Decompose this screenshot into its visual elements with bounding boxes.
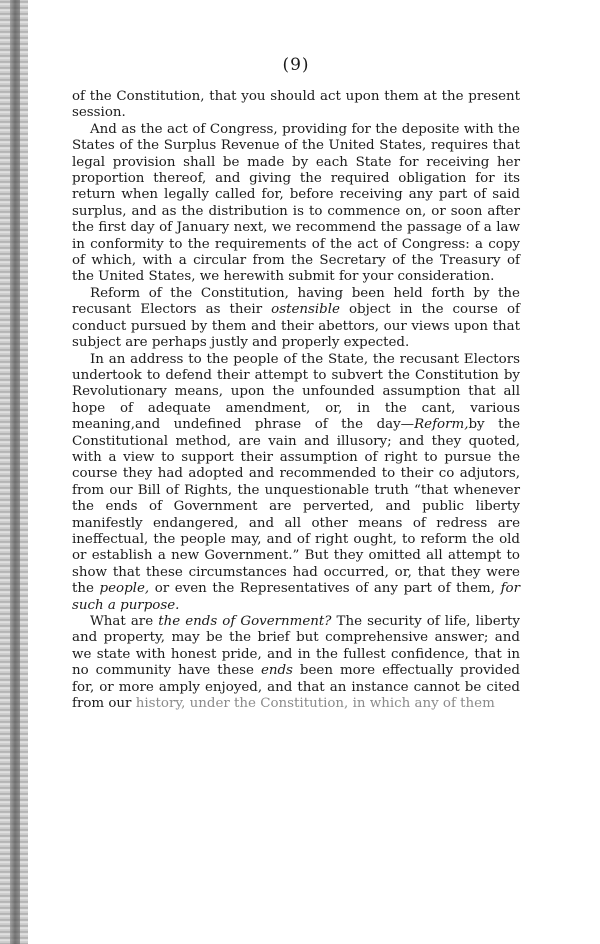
italic-text: the ends of Government? [158,614,332,629]
text-segment: What are [90,614,159,629]
paragraph [72,286,520,352]
text-segment: of the Constitution, that you should act upon them at the present session. [72,89,520,121]
text-segment: been more effectually provided for, or more amply enjoyed, and that an instance cannot be cited from our [72,663,520,712]
text-segment: by the Constitutional method, are vain and illusory; and they quoted, with a view to support their assumption of right to pursue the course they had adopted and recommended to their co adjutors, from our Bill of Rights, the unquestionable truth “that whenever the ends of Government are perverted, and public liberty manifestly endangered, and all other means of redress are ineffectual, the people may, and of right ought, to reform the old or establish a new Government.” But they omitted all attempt to show that these circumstances had occurred, or, that they were the [72,417,520,597]
document-page [72,55,520,712]
paragraph [72,352,520,615]
text-segment: Reform of the Constitution, having been held forth by the recusant Electors as their [72,285,520,318]
text-segment: The security of life, liberty and property, may be the brief but comprehensive answer; and we state with honest pride, and in the fullest confidence, that in no community have these [72,614,520,679]
italic-text: Reform, [414,417,469,433]
text-segment: And as the act of Congress, providing for the deposite with the States of the Surplus Revenue of the United States, requires that legal provision shall be made by each State for receiving her proportion thereof, and giving the required obligation for its return when legally called for, before receiving any part of said surplus, and as the distribution is to commence on, or soon after the first day of January next, we recommend the passage of a law in conformity to the requirements of the act of Congress: a copy of which, with a circular from the Secretary of the Treasury of the United States, we herewith submit for your consideration. [72,121,520,285]
italic-text: people, [99,581,150,597]
text-segment: In an address to the people of the State, the recusant Electors undertook to defend their attempt to subvert the Constitution by Revolutionary means, upon the unfounded assumption that all hope of adequate amendment, or, in the cant, various meaning,and undefined phrase of the day— [72,351,520,433]
text-segment: object in the course of conduct pursued by them and their abettors, our views upon that subject are perhaps justly and properly expected. [72,302,520,351]
italic-text: for such a purpose. [72,581,521,613]
body-text [72,89,520,712]
faded-text: history, under the Constitution, in which any of them [135,696,495,712]
page-number: (9) [282,55,310,75]
italic-text: ends [260,663,293,679]
italic-text: ostensible [271,302,340,318]
text-segment: or even the Representatives of any part of them, [149,581,501,597]
paragraph [72,614,520,712]
paragraph [72,89,520,122]
book-binding-edge [0,0,28,944]
paragraph [72,122,520,286]
